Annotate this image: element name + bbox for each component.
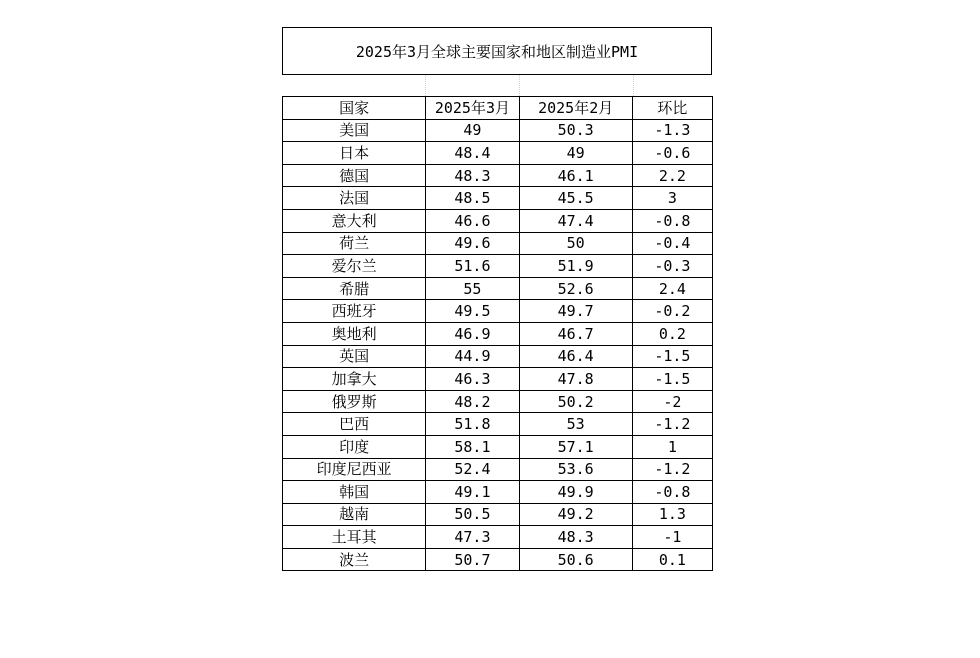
cell-2025-feb: 50.2 — [519, 390, 632, 413]
cell-country: 美国 — [283, 119, 426, 142]
table-row — [283, 209, 713, 232]
cell-2025-feb: 50.6 — [519, 548, 632, 571]
cell-change: -0.4 — [632, 232, 712, 255]
cell-2025-mar: 46.3 — [426, 368, 519, 391]
cell-country: 德国 — [283, 164, 426, 187]
cell-2025-feb: 51.9 — [519, 255, 632, 278]
table-row — [283, 526, 713, 549]
cell-2025-feb: 49.9 — [519, 481, 632, 504]
cell-country: 奥地利 — [283, 322, 426, 345]
cell-change: -1.2 — [632, 458, 712, 481]
cell-country: 英国 — [283, 345, 426, 368]
cell-country: 日本 — [283, 142, 426, 165]
cell-change: -0.2 — [632, 300, 712, 323]
cell-2025-mar: 55 — [426, 277, 519, 300]
cell-2025-feb: 46.1 — [519, 164, 632, 187]
cell-2025-mar: 51.6 — [426, 255, 519, 278]
cell-2025-mar: 49.6 — [426, 232, 519, 255]
table-title — [282, 27, 712, 75]
cell-change: 1.3 — [632, 503, 712, 526]
cell-2025-feb: 45.5 — [519, 187, 632, 210]
cell-2025-feb: 48.3 — [519, 526, 632, 549]
cell-2025-feb: 47.8 — [519, 368, 632, 391]
header-row — [283, 97, 713, 120]
cell-2025-feb: 49 — [519, 142, 632, 165]
table-row — [283, 187, 713, 210]
cell-change: 0.1 — [632, 548, 712, 571]
cell-change: 1 — [632, 435, 712, 458]
table-row — [283, 255, 713, 278]
table-row — [283, 300, 713, 323]
table-row — [283, 458, 713, 481]
cell-change: -1.5 — [632, 345, 712, 368]
header-2025-mar: 2025年3月 — [426, 97, 519, 120]
cell-change: -1.5 — [632, 368, 712, 391]
header-2025-feb: 2025年2月 — [519, 97, 632, 120]
cell-2025-mar: 48.5 — [426, 187, 519, 210]
cell-2025-mar: 50.7 — [426, 548, 519, 571]
table-row — [283, 322, 713, 345]
cell-2025-mar: 48.3 — [426, 164, 519, 187]
cell-country: 俄罗斯 — [283, 390, 426, 413]
cell-country: 波兰 — [283, 548, 426, 571]
cell-country: 土耳其 — [283, 526, 426, 549]
cell-2025-mar: 47.3 — [426, 526, 519, 549]
table-row — [283, 142, 713, 165]
cell-2025-feb: 52.6 — [519, 277, 632, 300]
cell-country: 荷兰 — [283, 232, 426, 255]
cell-country: 意大利 — [283, 209, 426, 232]
cell-country: 印度尼西亚 — [283, 458, 426, 481]
table-row — [283, 435, 713, 458]
cell-2025-feb: 57.1 — [519, 435, 632, 458]
cell-change: -0.6 — [632, 142, 712, 165]
table-row — [283, 345, 713, 368]
cell-country: 西班牙 — [283, 300, 426, 323]
cell-2025-feb: 50.3 — [519, 119, 632, 142]
cell-2025-mar: 52.4 — [426, 458, 519, 481]
header-country: 国家 — [283, 97, 426, 120]
cell-2025-mar: 49.5 — [426, 300, 519, 323]
cell-2025-mar: 58.1 — [426, 435, 519, 458]
table-row — [283, 548, 713, 571]
cell-change: 2.2 — [632, 164, 712, 187]
header-change: 环比 — [632, 97, 712, 120]
cell-2025-mar: 46.6 — [426, 209, 519, 232]
cell-change: -2 — [632, 390, 712, 413]
cell-country: 韩国 — [283, 481, 426, 504]
cell-2025-mar: 51.8 — [426, 413, 519, 436]
cell-change: -1.2 — [632, 413, 712, 436]
table-row — [283, 368, 713, 391]
cell-change: -0.8 — [632, 209, 712, 232]
cell-change: 3 — [632, 187, 712, 210]
cell-change: 0.2 — [632, 322, 712, 345]
cell-country: 法国 — [283, 187, 426, 210]
cell-change: -0.8 — [632, 481, 712, 504]
cell-change: -1.3 — [632, 119, 712, 142]
pmi-table-body — [283, 119, 713, 571]
cell-2025-mar: 44.9 — [426, 345, 519, 368]
cell-country: 希腊 — [283, 277, 426, 300]
cell-2025-feb: 49.2 — [519, 503, 632, 526]
table-row — [283, 277, 713, 300]
cell-2025-mar: 48.2 — [426, 390, 519, 413]
table-row — [283, 164, 713, 187]
cell-2025-feb: 47.4 — [519, 209, 632, 232]
cell-country: 加拿大 — [283, 368, 426, 391]
table-title-text: 2025年3月全球主要国家和地区制造业PMI — [355, 42, 639, 61]
cell-country: 印度 — [283, 435, 426, 458]
cell-2025-feb: 50 — [519, 232, 632, 255]
cell-2025-feb: 46.7 — [519, 322, 632, 345]
cell-country: 巴西 — [283, 413, 426, 436]
table-row — [283, 390, 713, 413]
cell-2025-mar: 46.9 — [426, 322, 519, 345]
cell-2025-mar: 49.1 — [426, 481, 519, 504]
table-row — [283, 413, 713, 436]
cell-change: -1 — [632, 526, 712, 549]
cell-country: 爱尔兰 — [283, 255, 426, 278]
cell-change: -0.3 — [632, 255, 712, 278]
cell-change: 2.4 — [632, 277, 712, 300]
cell-2025-feb: 49.7 — [519, 300, 632, 323]
cell-2025-mar: 49 — [426, 119, 519, 142]
cell-2025-feb: 53 — [519, 413, 632, 436]
table-row — [283, 119, 713, 142]
table-row — [283, 232, 713, 255]
cell-2025-mar: 48.4 — [426, 142, 519, 165]
pmi-table — [282, 96, 713, 571]
cell-2025-mar: 50.5 — [426, 503, 519, 526]
table-row — [283, 503, 713, 526]
cell-2025-feb: 53.6 — [519, 458, 632, 481]
cell-country: 越南 — [283, 503, 426, 526]
cell-2025-feb: 46.4 — [519, 345, 632, 368]
gridline-gap — [282, 75, 713, 96]
table-row — [283, 481, 713, 504]
